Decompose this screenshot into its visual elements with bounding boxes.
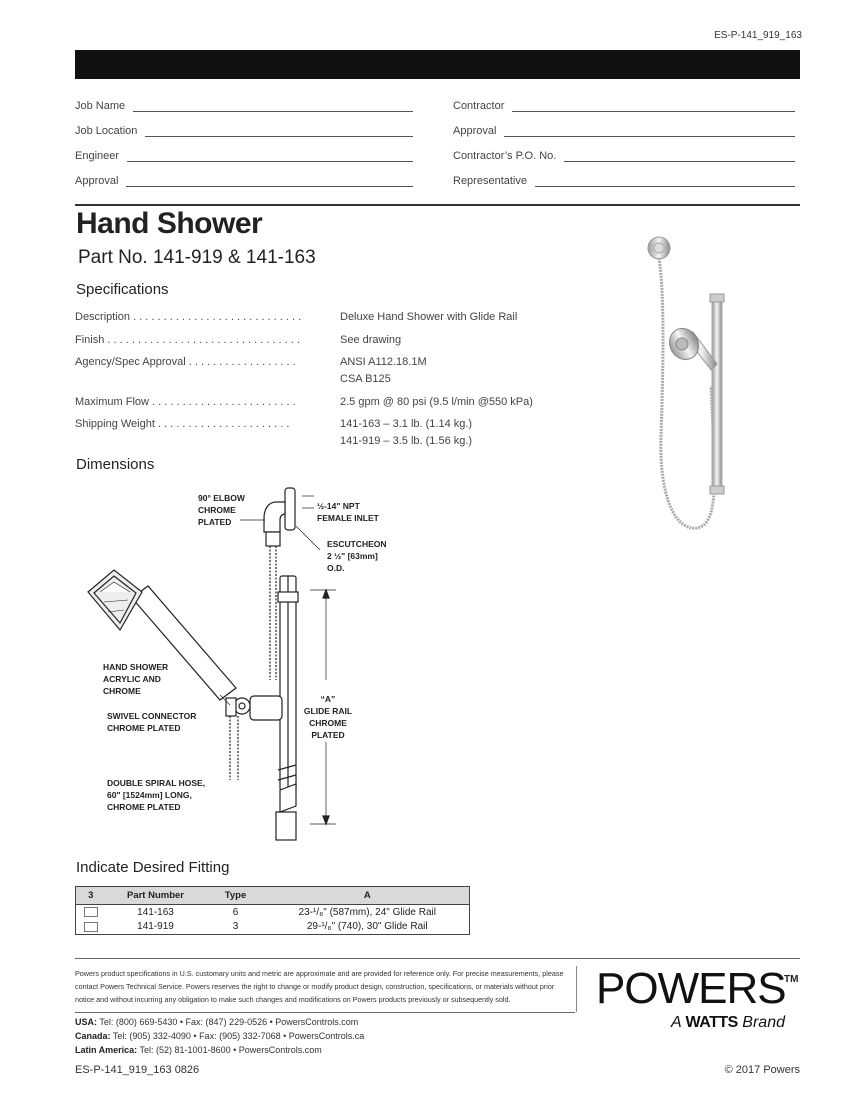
specifications-heading: Specifications bbox=[76, 281, 169, 298]
table-header: 3 Part Number Type A bbox=[76, 887, 470, 905]
spec-row-shipping-weight: Shipping Weight . . . . . . . . . . . . . . . . . . . . . . 141-163 – 3.1 lb. (1.14 kg.) 141-919 – 3.5 lb. (1.56 kg.) bbox=[75, 418, 473, 447]
trademark: TM bbox=[784, 974, 799, 985]
dimensions-heading: Dimensions bbox=[76, 456, 155, 473]
label-elbow: 90° ELBOW CHROME PLATED bbox=[198, 493, 245, 527]
spec-row-finish: Finish . . . . . . . . . . . . . . . . . . . . . . . . . . . . . . . . See drawing bbox=[75, 334, 402, 346]
fitting-heading: Indicate Desired Fitting bbox=[76, 859, 230, 876]
powers-logo: POWERS bbox=[596, 964, 786, 1013]
contact-divider bbox=[75, 1012, 575, 1013]
label-swivel-connector: SWIVEL CONNECTOR CHROME PLATED bbox=[107, 711, 197, 733]
engineer-approval-field[interactable]: Approval bbox=[75, 171, 413, 187]
product-title: Hand Shower bbox=[76, 207, 263, 240]
fitting-table bbox=[75, 886, 470, 935]
footer-divider bbox=[75, 958, 800, 959]
engineer-field[interactable]: Engineer bbox=[75, 146, 413, 162]
document-id-footer: ES-P-141_919_163 0826 bbox=[75, 1064, 200, 1076]
copyright: © 2017 Powers bbox=[724, 1064, 800, 1076]
header-bar bbox=[75, 50, 800, 79]
label-hose: DOUBLE SPIRAL HOSE, 60" [1524mm] LONG, CHROME PLATED bbox=[107, 778, 206, 812]
select-checkbox-141-919[interactable] bbox=[84, 922, 98, 932]
document-id: ES-P-141_919_163 bbox=[714, 30, 802, 41]
job-name-field[interactable]: Job Name bbox=[75, 96, 413, 112]
contact-canada: Canada: Tel: (905) 332-4090 • Fax: (905) 332-7068 • PowersControls.ca bbox=[75, 1031, 365, 1041]
spec-row-description: Description . . . . . . . . . . . . . . . . . . . . . . . . . . . . Deluxe Hand Shower with Glide Rail bbox=[75, 311, 518, 323]
spec-row-max-flow: Maximum Flow . . . . . . . . . . . . . . . . . . . . . . . . 2.5 gpm @ 80 psi (9.5 l/min @550 kPa) bbox=[75, 396, 533, 408]
table-row: 141-163 6 23-¹/₈" (587mm), 24" Glide Rail bbox=[76, 905, 470, 920]
label-glide-rail: “A” GLIDE RAIL CHROME PLATED bbox=[303, 694, 353, 740]
label-inlet: ½-14" NPT FEMALE INLET bbox=[317, 501, 379, 523]
table-row: 141-919 3 29-¹/₈" (740), 30" Glide Rail bbox=[76, 920, 470, 935]
select-checkbox-141-163[interactable] bbox=[84, 907, 98, 917]
watts-brand: A WATTS Brand bbox=[671, 1014, 785, 1031]
contractor-field[interactable]: Contractor bbox=[453, 96, 795, 112]
contact-usa: USA: Tel: (800) 669-5430 • Fax: (847) 229-0526 • PowersControls.com bbox=[75, 1017, 359, 1027]
contractor-approval-field[interactable]: Approval bbox=[453, 121, 795, 137]
label-hand-shower: HAND SHOWER ACRYLIC AND CHROME bbox=[103, 662, 169, 696]
label-escutcheon: ESCUTCHEON 2 ½" [63mm] O.D. bbox=[327, 539, 387, 573]
disclaimer: Powers product specifications in U.S. customary units and metric are approximate and are provided for reference only. For precise measurements, please contact Powers Technical Service. Powers reserves the right to change or modify product design, construction, specifications, or materials without prior notice and without incurring any obligation to make such changes and modifications on Powers products previously or subsequently sold. bbox=[75, 969, 564, 1004]
footer-separator bbox=[576, 966, 577, 1012]
spec-row-approval: Agency/Spec Approval . . . . . . . . . . . . . . . . . . ANSI A112.18.1M CSA B125 bbox=[75, 356, 427, 385]
job-location-field[interactable]: Job Location bbox=[75, 121, 413, 137]
product-photo bbox=[635, 236, 745, 536]
representative-field[interactable]: Representative bbox=[453, 171, 795, 187]
part-number: Part No. 141-919 & 141-163 bbox=[78, 247, 316, 268]
po-number-field[interactable]: Contractor’s P.O. No. bbox=[453, 146, 795, 162]
contact-latin-america: Latin America: Tel: (52) 81-1001-8600 • PowersControls.com bbox=[75, 1045, 322, 1055]
section-divider bbox=[75, 204, 800, 206]
